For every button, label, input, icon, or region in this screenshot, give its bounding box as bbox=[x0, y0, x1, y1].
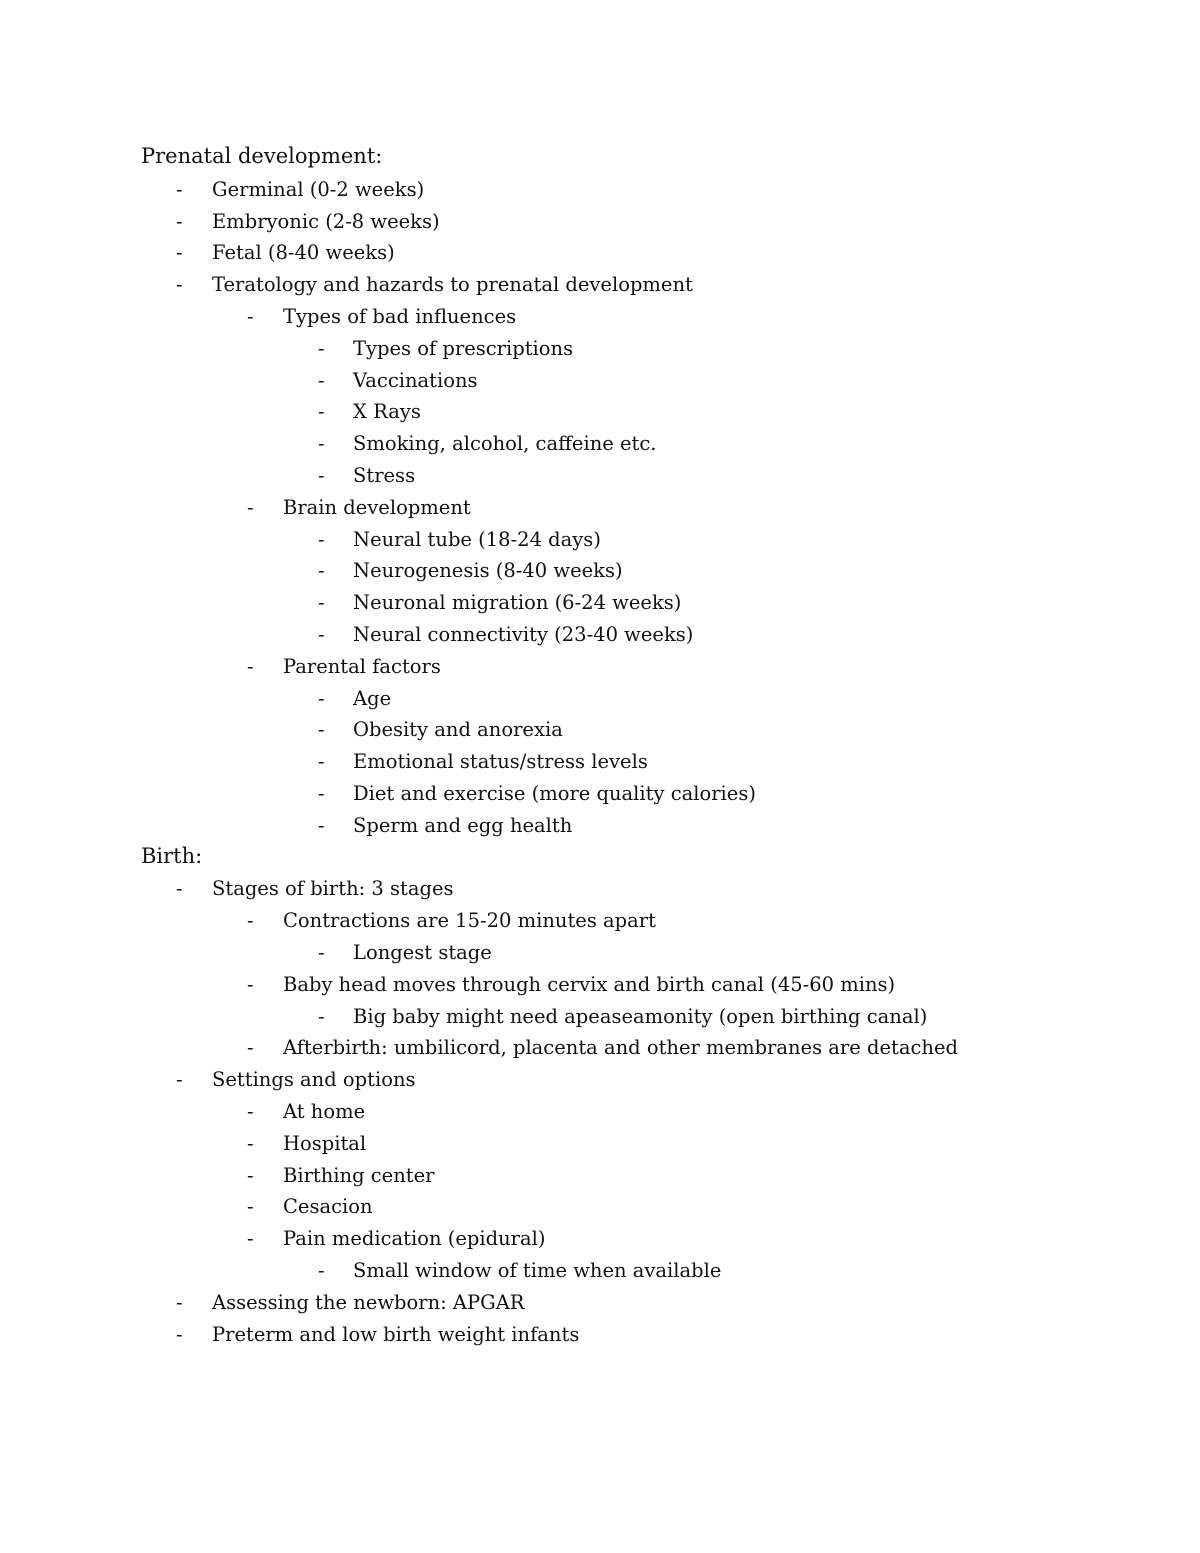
list-item bbox=[0, 1257, 1200, 1285]
list-item-text: Age bbox=[353, 686, 392, 710]
list-item-text: Types of bad influences bbox=[283, 305, 517, 328]
bullet-dash: - bbox=[318, 718, 325, 742]
list-item bbox=[0, 1289, 1200, 1317]
list-item-text: Neuronal migration (6-24 weeks) bbox=[353, 591, 682, 615]
bullet-dash: - bbox=[318, 782, 325, 805]
list-item-text: Small window of time when available bbox=[353, 1259, 722, 1282]
list-item bbox=[0, 1034, 1200, 1062]
bullet-dash: - bbox=[318, 368, 325, 392]
bullet-dash: - bbox=[318, 1259, 325, 1282]
bullet-dash: - bbox=[247, 1227, 254, 1251]
section-heading: Prenatal development: bbox=[141, 144, 383, 168]
bullet-dash: - bbox=[176, 177, 183, 201]
list-item bbox=[0, 335, 1200, 363]
list-item-text: Hospital bbox=[283, 1131, 367, 1155]
list-item bbox=[0, 1321, 1200, 1349]
bullet-dash: - bbox=[247, 1163, 254, 1187]
list-item-text: X Rays bbox=[353, 400, 421, 424]
list-item-text: Teratology and hazards to prenatal development bbox=[212, 273, 693, 297]
list-item bbox=[0, 1003, 1200, 1031]
bullet-dash: - bbox=[247, 972, 254, 996]
list-item bbox=[0, 557, 1200, 585]
list-item bbox=[0, 685, 1200, 713]
list-item-text: Contractions are 15-20 minutes apart bbox=[283, 909, 656, 933]
list-item-text: Vaccinations bbox=[353, 368, 478, 392]
list-item-text: Brain development bbox=[283, 495, 471, 519]
list-item-text: Smoking, alcohol, caffeine etc. bbox=[353, 432, 657, 456]
bullet-dash: - bbox=[247, 305, 254, 328]
list-item bbox=[0, 1162, 1200, 1190]
bullet-dash: - bbox=[176, 1290, 183, 1314]
list-item bbox=[0, 367, 1200, 395]
bullet-dash: - bbox=[247, 1131, 254, 1155]
list-item bbox=[0, 398, 1200, 426]
list-item-text: Settings and options bbox=[212, 1068, 416, 1092]
list-item bbox=[0, 1193, 1200, 1221]
bullet-dash: - bbox=[176, 1322, 183, 1346]
list-item-text: Afterbirth: umbilicord, placenta and other membranes are detached bbox=[283, 1036, 958, 1060]
list-item-text: Assessing the newborn: APGAR bbox=[212, 1290, 525, 1314]
list-item-text: Germinal (0-2 weeks) bbox=[212, 177, 425, 201]
bullet-dash: - bbox=[247, 1195, 254, 1219]
list-item bbox=[0, 812, 1200, 840]
list-item bbox=[0, 1098, 1200, 1126]
list-item-text: Emotional status/stress levels bbox=[353, 750, 648, 774]
list-item-text: Big baby might need apeaseamonity (open birthing canal) bbox=[353, 1004, 928, 1028]
bullet-dash: - bbox=[176, 1068, 183, 1092]
list-item-text: Preterm and low birth weight infants bbox=[212, 1322, 580, 1346]
list-item-text: Pain medication (epidural) bbox=[283, 1227, 546, 1251]
list-item bbox=[0, 939, 1200, 967]
bullet-dash: - bbox=[318, 686, 325, 710]
bullet-dash: - bbox=[318, 336, 325, 360]
list-item-text: Embryonic (2-8 weeks) bbox=[212, 209, 440, 233]
list-item bbox=[0, 589, 1200, 617]
bullet-dash: - bbox=[247, 1036, 254, 1060]
bullet-dash: - bbox=[318, 750, 325, 774]
bullet-dash: - bbox=[318, 527, 325, 551]
list-item bbox=[0, 176, 1200, 204]
list-item bbox=[0, 526, 1200, 554]
bullet-dash: - bbox=[318, 623, 325, 646]
list-item bbox=[0, 1130, 1200, 1158]
bullet-dash: - bbox=[318, 559, 325, 583]
list-item-text: Cesacion bbox=[283, 1195, 373, 1219]
list-item-text: Neurogenesis (8-40 weeks) bbox=[353, 559, 623, 583]
section-heading: Birth: bbox=[141, 843, 203, 868]
list-item-text: Neural connectivity (23-40 weeks) bbox=[353, 623, 694, 646]
list-item bbox=[0, 271, 1200, 299]
list-item-text: Longest stage bbox=[353, 941, 492, 964]
list-item bbox=[0, 653, 1200, 681]
list-item-text: Birthing center bbox=[283, 1163, 435, 1187]
list-item-text: Types of prescriptions bbox=[353, 336, 574, 360]
list-item-text: Neural tube (18-24 days) bbox=[353, 527, 601, 551]
list-item-text: Sperm and egg health bbox=[353, 813, 573, 837]
bullet-dash: - bbox=[176, 877, 183, 901]
bullet-dash: - bbox=[318, 591, 325, 615]
bullet-dash: - bbox=[318, 813, 325, 837]
bullet-dash: - bbox=[247, 1100, 254, 1123]
list-item bbox=[0, 971, 1200, 999]
list-item-text: Fetal (8-40 weeks) bbox=[212, 241, 395, 265]
bullet-dash: - bbox=[318, 432, 325, 456]
list-item-text: Obesity and anorexia bbox=[353, 718, 563, 742]
bullet-dash: - bbox=[318, 941, 325, 964]
list-item bbox=[0, 462, 1200, 490]
list-item bbox=[0, 907, 1200, 935]
list-item-text: Stages of birth: 3 stages bbox=[212, 877, 454, 901]
list-item bbox=[0, 621, 1200, 649]
bullet-dash: - bbox=[176, 273, 183, 297]
bullet-dash: - bbox=[247, 495, 254, 519]
bullet-dash: - bbox=[176, 241, 183, 265]
list-item-text: Baby head moves through cervix and birth canal (45-60 mins) bbox=[283, 972, 896, 996]
list-item bbox=[0, 430, 1200, 458]
list-item-text: At home bbox=[283, 1100, 366, 1123]
bullet-dash: - bbox=[176, 209, 183, 233]
list-item bbox=[0, 1066, 1200, 1094]
list-item bbox=[0, 716, 1200, 744]
list-item-text: Parental factors bbox=[283, 654, 441, 678]
list-item bbox=[0, 875, 1200, 903]
bullet-dash: - bbox=[318, 1004, 325, 1028]
list-item-text: Diet and exercise (more quality calories) bbox=[353, 782, 756, 805]
bullet-dash: - bbox=[318, 400, 325, 424]
list-item bbox=[0, 239, 1200, 267]
list-item bbox=[0, 1225, 1200, 1253]
list-item-text: Stress bbox=[353, 464, 416, 487]
list-item bbox=[0, 748, 1200, 776]
bullet-dash: - bbox=[247, 909, 254, 933]
bullet-dash: - bbox=[247, 654, 254, 678]
list-item bbox=[0, 494, 1200, 522]
list-item bbox=[0, 208, 1200, 236]
bullet-dash: - bbox=[318, 464, 325, 487]
list-item bbox=[0, 780, 1200, 808]
list-item bbox=[0, 303, 1200, 331]
